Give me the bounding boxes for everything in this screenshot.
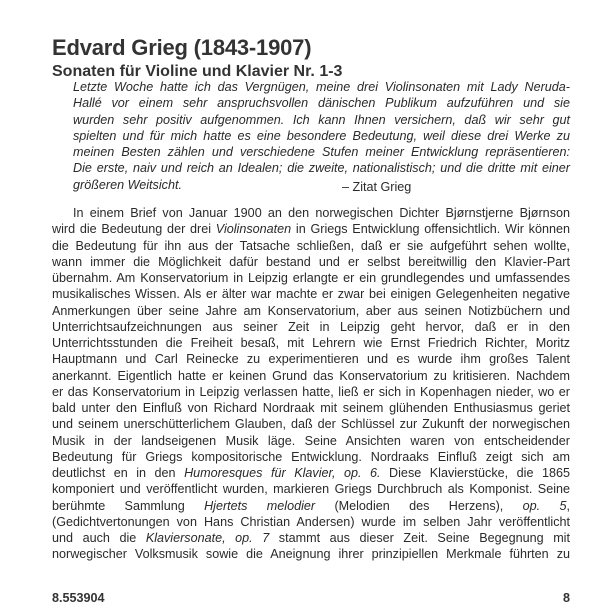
body-line [52, 351, 570, 367]
text-run: und auch die [52, 531, 146, 545]
body-line [52, 319, 570, 335]
quote-line: Letzte Woche hatte ich das Vergnügen, meine drei Violinsonaten mit Lady Neruda- [73, 80, 570, 94]
text-run: stammt aus dieser Zeit. Seine Begegnung mit [269, 531, 570, 545]
text-run: (Gedichtvertonungen von Hans Christian Andersen) wurde im selben Jahr veröffentlicht [52, 514, 570, 529]
text-run: wann immer die Möglichkeit dafür bestand und er selbst bereitwillig den Klavier-Part [52, 254, 570, 269]
italic-title: op. 5 [522, 498, 567, 513]
body-line [52, 449, 570, 465]
body-line [52, 433, 570, 449]
body-line [52, 481, 570, 497]
body-line [52, 514, 570, 530]
text-run: Bedeutung für Griegs kompositorische Entwicklung. Nordraaks Einfluß zeigt sich am [52, 449, 570, 464]
quote-block [73, 79, 570, 193]
body-line [52, 286, 570, 302]
body-line [52, 254, 570, 270]
text-run: , [566, 498, 571, 513]
page-title: Edvard Grieg (1843-1907) [52, 35, 312, 60]
body-line [52, 303, 570, 319]
text-run: wird die Bedeutung der drei [52, 222, 216, 237]
text-run: er das Konservatorium in Leipzig verlassen hatte, ließ er sich in Kopenhagen nieder, wo er [52, 384, 570, 399]
text-run: (Melodien des Herzens), [315, 498, 523, 513]
quote-line: meinen Besten zählen und verschiedene Stufen meiner Entwicklung repräsentieren: [73, 145, 570, 160]
body-line [52, 400, 570, 416]
quote-line: Hallé vor einem sehr anspruchsvollen dänischen Publikum aufzuführen und sie [73, 96, 570, 111]
body-text [52, 205, 570, 563]
text-run: und seinem unerschütterlichem Glauben, daß der Schlüssel zur Zukunft der norwegischen [52, 417, 570, 432]
text-run: Hauptmann und Carl Reinecke zu experimentieren und es wurde ihm großes Talent [52, 352, 570, 367]
body-line [52, 384, 570, 400]
body-line [52, 205, 570, 221]
italic-title: Klaviersonate, op. 7 [145, 531, 270, 545]
italic-title: Humoresques für Klavier, op. 6. [184, 466, 381, 480]
text-run: übernahm. Am Konservatorium in Leipzig erlangte er ein grundlegendes und umfassendes [52, 271, 570, 285]
body-line [52, 368, 570, 384]
italic-title: Hjertets melodier [204, 498, 316, 513]
body-line [52, 465, 570, 481]
quote-line: größeren Weitsicht. [73, 177, 182, 192]
page-subtitle: Sonaten für Violine und Klavier Nr. 1-3 [52, 63, 343, 80]
text-run: In einem Brief von Januar 1900 an den norwegischen Dichter Bjørnstjerne Bjørnson [73, 206, 570, 220]
body-line [52, 270, 570, 286]
text-run: norwegischer Volksmusik sowie die Aneignung ihrer prinzipiellen Merkmale führten zu [52, 547, 570, 562]
body-line [52, 416, 570, 432]
text-run: in Griegs Entwicklung offensichtlich. Wir können [291, 222, 570, 237]
text-run: Unterrichtsstunden die Freiheit besaß, mit Lehrern wie Ernst Friedrich Richter, Moritz [52, 336, 570, 350]
page-number: 8 [562, 591, 570, 605]
text-run: berühmte Sammlung [52, 498, 205, 513]
text-run: Unterrichtsaufzeichnungen aus seiner Zeit in Leipzig geht hervor, daß er in den [52, 319, 570, 334]
text-run: bald unter den Einfluß von Richard Nordraak mit seinem glühenden Enthusiasmus geriet [52, 401, 570, 415]
text-run: die Bedeutung für ihn aus der Tatsache schließen, daß er sie aufgeführt sehen wollte, [52, 238, 570, 253]
body-line [52, 498, 570, 514]
quote-attribution: – Zitat Grieg [342, 180, 412, 194]
text-run: musikalisches Wissen. Als er älter war machte er zwar bei einigen Gelegenheiten negative [52, 287, 570, 302]
text-run: Diese Klavierstücke, die 1865 [380, 466, 570, 480]
body-line [52, 335, 570, 351]
quote-line: spielten und für mich hatte es eine besondere Bedeutung, weil diese drei Werke zu [73, 128, 570, 143]
text-run: komponiert und veröffentlicht wurden, markieren Griegs Durchbruch als Komponist. Seine [52, 482, 570, 497]
text-run: Anmerkungen über seine Jahre am Konservatorium, aber aus seinen Notizbüchern und [52, 303, 570, 318]
body-line [52, 238, 570, 254]
body-line [52, 530, 570, 546]
text-run: Musik in der landseigenen Musik läge. Seine Ansichten waren von entscheidender [52, 433, 570, 448]
text-run: anerkannt. Eigentlich hatte er keinen Grund das Konservatorium zu kritisieren. Nachdem [52, 368, 570, 383]
body-line [52, 546, 570, 562]
catalog-number: 8.553904 [52, 591, 105, 605]
text-run: deutlichst en in den [52, 466, 185, 480]
quote-line: wurden sehr positiv aufgenommen. Ich kann Ihnen versichern, daß wir sehr gut [73, 112, 570, 127]
italic-title: Violinsonaten [215, 222, 292, 237]
quote-line: Die erste, naiv und reich an Idealen; die zweite, nationalistisch; und die dritte mit einer [73, 161, 570, 176]
body-line [52, 221, 570, 237]
